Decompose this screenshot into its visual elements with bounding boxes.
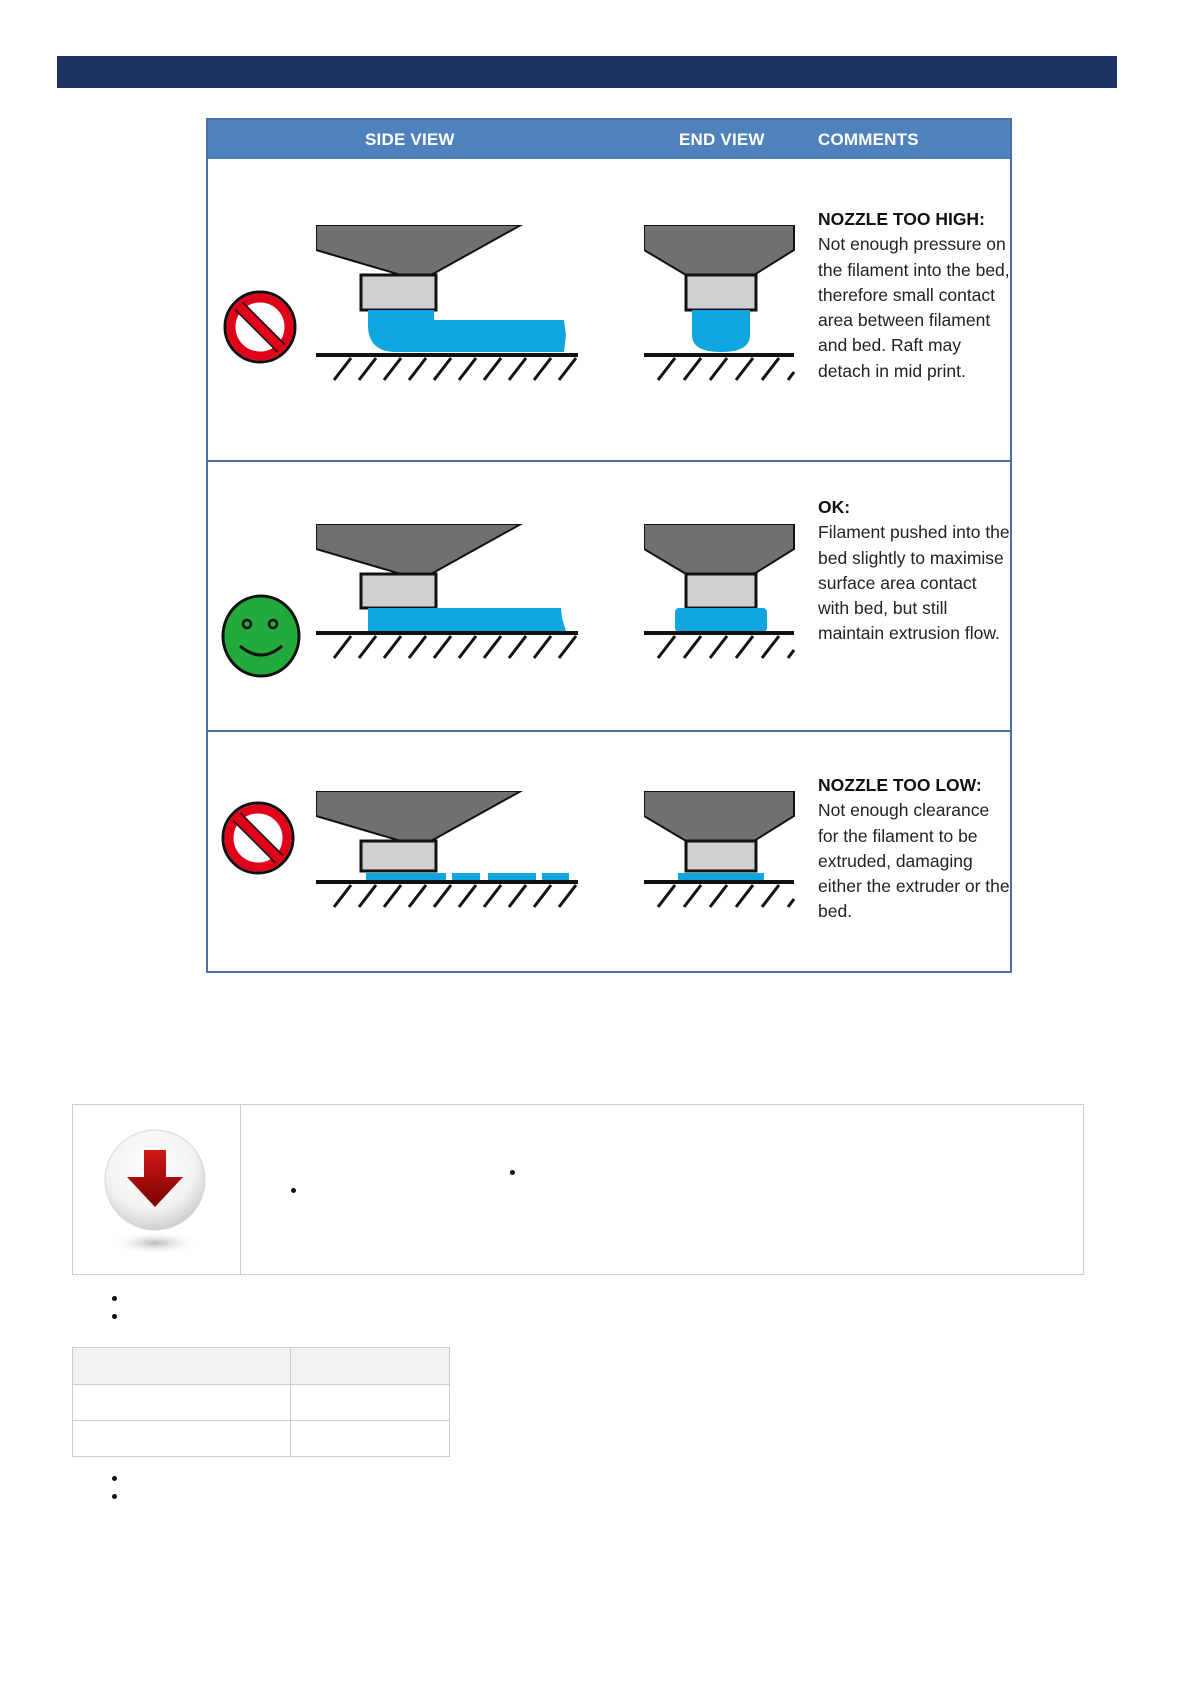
end-view-nozzle-too-low-diagram — [644, 791, 804, 916]
no-entry-icon — [218, 798, 298, 878]
table-row-ok — [208, 460, 1010, 730]
table-header — [208, 120, 1010, 159]
table-row-nozzle-too-high — [208, 159, 1010, 460]
comment-title: OK: — [818, 497, 851, 517]
comment-text: Not enough pressure on the filament into the bed, therefore small contact area between filament and bed. Raft may detach in mid print. — [818, 234, 1010, 381]
side-view-nozzle-too-low-diagram — [316, 791, 581, 916]
download-arrow-icon — [103, 1125, 208, 1260]
list-bullet — [112, 1476, 117, 1481]
note-box — [72, 1104, 1084, 1275]
note-divider — [240, 1105, 241, 1274]
empty-table-header — [73, 1348, 449, 1384]
table-row-divider — [73, 1384, 449, 1385]
comment-title: NOZZLE TOO HIGH: — [818, 209, 985, 229]
table-column-divider — [290, 1348, 291, 1456]
comment-text: Not enough clearance for the filament to be extruded, damaging either the extruder or the bed. — [818, 800, 1010, 922]
smiley-face-icon — [220, 594, 302, 679]
table-row-nozzle-too-low — [208, 730, 1010, 971]
list-bullet — [291, 1188, 296, 1193]
list-bullet — [112, 1296, 117, 1301]
empty-table — [72, 1347, 450, 1457]
header-bar — [57, 56, 1117, 88]
side-view-nozzle-too-high-diagram — [316, 225, 581, 400]
header-side-view: SIDE VIEW — [365, 130, 455, 149]
end-view-ok-diagram — [644, 524, 804, 664]
list-bullet — [510, 1170, 515, 1175]
side-view-ok-diagram — [316, 524, 581, 664]
header-comments: COMMENTS — [818, 130, 919, 149]
comment-ok — [818, 495, 1010, 647]
list-bullet — [112, 1314, 117, 1319]
header-end-view: END VIEW — [679, 130, 765, 149]
comment-text: Filament pushed into the bed slightly to maximise surface area contact with bed, but still maintain extrusion flow. — [818, 522, 1010, 644]
end-view-nozzle-too-high-diagram — [644, 225, 804, 400]
nozzle-height-table — [206, 118, 1012, 973]
no-entry-icon — [220, 287, 300, 367]
comment-nozzle-too-low — [818, 773, 1010, 925]
comment-title: NOZZLE TOO LOW: — [818, 775, 982, 795]
comment-nozzle-too-high — [818, 207, 1010, 384]
list-bullet — [112, 1494, 117, 1499]
table-row-divider — [73, 1420, 449, 1421]
